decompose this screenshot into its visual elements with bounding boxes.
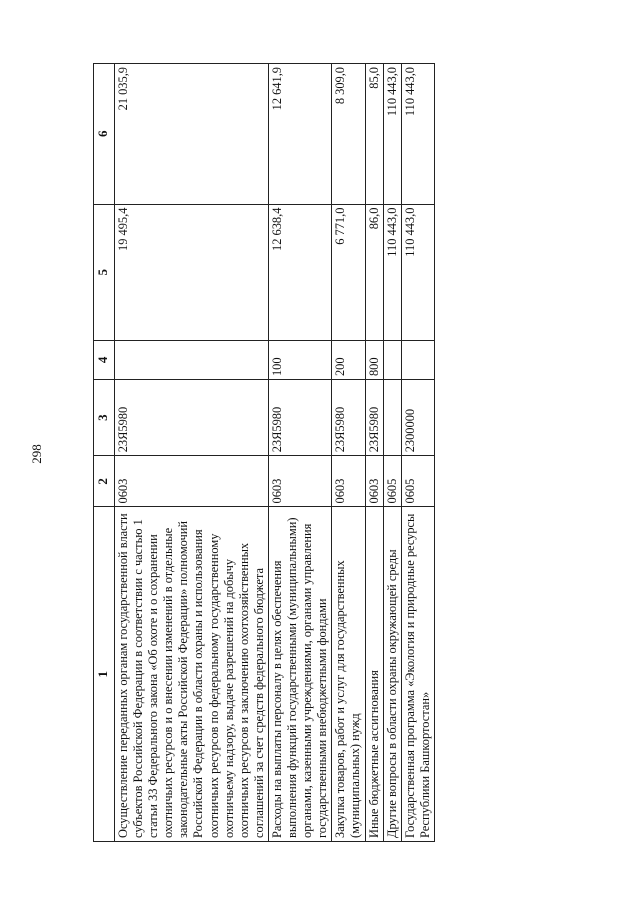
row-section: 0605 (383, 456, 401, 507)
table-row (332, 64, 365, 842)
header-cell-5: 5 (94, 204, 115, 340)
row-sum-year1: 86,0 (365, 204, 383, 340)
table-row (401, 64, 434, 842)
row-expense (383, 340, 401, 379)
row-target: 23Я5980 (115, 380, 269, 456)
row-section: 0603 (115, 456, 269, 507)
row-expense: 200 (332, 340, 365, 379)
row-section: 0603 (332, 456, 365, 507)
row-sum-year1: 110 443,0 (383, 204, 401, 340)
row-expense: 100 (268, 340, 331, 379)
header-cell-4: 4 (94, 340, 115, 379)
header-cell-2: 2 (94, 456, 115, 507)
row-target: 23Я5980 (332, 380, 365, 456)
row-target: 23Я5980 (268, 380, 331, 456)
row-name: Государственная программа «Экология и природные ресурсы Республики Башкортостан» (401, 507, 434, 842)
header-row (94, 64, 115, 842)
table-row (365, 64, 383, 842)
row-expense (115, 340, 269, 379)
row-expense (401, 340, 434, 379)
row-section: 0603 (268, 456, 331, 507)
budget-table (93, 63, 435, 842)
row-sum-year2: 8 309,0 (332, 64, 365, 205)
row-name: Осуществление переданных органам государственной власти субъектов Российской Федерации в соответствии с частью 1 статьи 33 Федерального закона «Об охоте и о сохранении охотничьих ресурсов и о внесении изменений в отдельные законодательные акты Российской Федерации» полномочий Российской Федерации в области охраны и использования охотничьих ресурсов по федеральному государственному охотничьему надзору, выдаче разрешений на добычу охотничьих ресурсов и заключению охотхозяйственных соглашений за счет средств федерального бюджета (115, 507, 269, 842)
row-target: 23Я5980 (365, 380, 383, 456)
row-sum-year2: 21 035,9 (115, 64, 269, 205)
page-number: 298 (29, 444, 44, 464)
row-sum-year2: 12 641,9 (268, 64, 331, 205)
row-target: 2300000 (401, 380, 434, 456)
row-sum-year1: 110 443,0 (401, 204, 434, 340)
header-cell-3: 3 (94, 380, 115, 456)
table-row (268, 64, 331, 842)
table-row (115, 64, 269, 842)
row-sum-year2: 85,0 (365, 64, 383, 205)
row-name: Другие вопросы в области охраны окружающей среды (383, 507, 401, 842)
rotated-table-container (93, 63, 523, 842)
row-name: Закупка товаров, работ и услуг для государственных (муниципальных) нужд (332, 507, 365, 842)
row-target (383, 380, 401, 456)
header-cell-6: 6 (94, 64, 115, 205)
table-row (383, 64, 401, 842)
header-cell-1: 1 (94, 507, 115, 842)
table-stage (93, 63, 523, 842)
row-name: Расходы на выплаты персоналу в целях обеспечения выполнения функций государственными (муниципальными) органами, казенными учреждениями, органами управления государственными внебюджетными фондами (268, 507, 331, 842)
row-sum-year1: 12 638,4 (268, 204, 331, 340)
row-sum-year1: 6 771,0 (332, 204, 365, 340)
row-sum-year2: 110 443,0 (383, 64, 401, 205)
row-expense: 800 (365, 340, 383, 379)
row-sum-year1: 19 495,4 (115, 204, 269, 340)
row-section: 0605 (401, 456, 434, 507)
row-sum-year2: 110 443,0 (401, 64, 434, 205)
row-section: 0603 (365, 456, 383, 507)
row-name: Иные бюджетные ассигнования (365, 507, 383, 842)
